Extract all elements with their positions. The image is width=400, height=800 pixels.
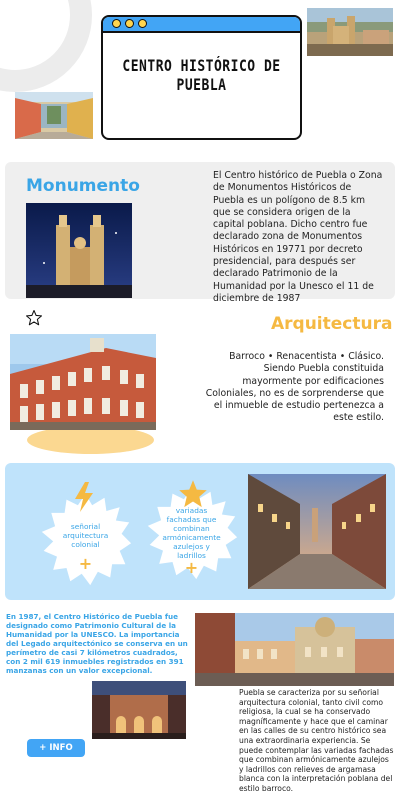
arquitectura-text: Barroco • Renacentista • Clásico. Siendo Puebla constituida mayormente por edificaciones Coloniales, no es de sorprenderse que el inmueble de estudio pertenezca a este estilo. [205,351,384,424]
monumento-heading: Monumento [26,176,140,196]
historic-street-photo [248,474,386,589]
plaza-buildings-photo [195,613,394,686]
more-info-button[interactable]: + INFO [27,739,85,757]
window-dot-icon [112,19,121,28]
window-dot-icon [138,19,147,28]
page-title: CENTRO HISTÓRICO DE PUEBLA [122,57,281,95]
descripcion-text: Puebla se caracteriza por su señorial arquitectura colonial, tanto civil como religiosa, la cual se ha conservado magníficamente y hace que el caminar en las calles de su centro histórico sea una extraordinaria experiencia. Se puede contemplar las variadas fachadas que combinan armónicamente azulejos y ladrillos con relieves de argamasa blanca con la interpretación poblana del estilo barroco. [239,688,394,793]
decorative-arc [0,0,92,92]
plus-icon: + [184,558,199,577]
lightning-icon [73,482,95,512]
feature-text: señorial arquitectura colonial [62,522,109,549]
decorative-oval [27,426,154,454]
arquitectura-heading: Arquitectura [271,314,393,334]
colonial-building-photo [10,334,156,430]
unesco-text: En 1987, el Centro Histórico de Puebla fue designado como Patrimonio Cultural de la Humanidad por la UNESCO. La importancia del Legado arquitectónico se conserva en un perímetro de casi 7 kilómetros cuadrados, con 2 mil 619 inmuebles registrados en 391 manzanas con un valor excepcional. [6,612,188,675]
monumento-text: El Centro histórico de Puebla o Zona de Monumentos Históricos de Puebla es un polígono de 8.5 km que se considera origen de la capital poblana. Dicho centro fue declarado zona de Monumentos Históricos en 19771 por decreto presidencial, para después ser declarado Patrimonio de la Humanidad por la Unesco el 11 de diciembre de 1987 [213,170,383,304]
star-icon [178,479,208,509]
cathedral-aerial-photo [307,8,393,56]
star-outline-icon [25,309,43,327]
arched-building-photo [92,681,186,739]
title-window [101,15,302,140]
cathedral-night-photo [26,203,132,298]
feature-text: variadas fachadas que combinan armónicamente azulejos y ladrillos [162,506,221,560]
window-dot-icon [125,19,134,28]
plus-icon: + [78,554,93,573]
colorful-street-photo [15,92,93,139]
window-title-bar [103,17,300,33]
